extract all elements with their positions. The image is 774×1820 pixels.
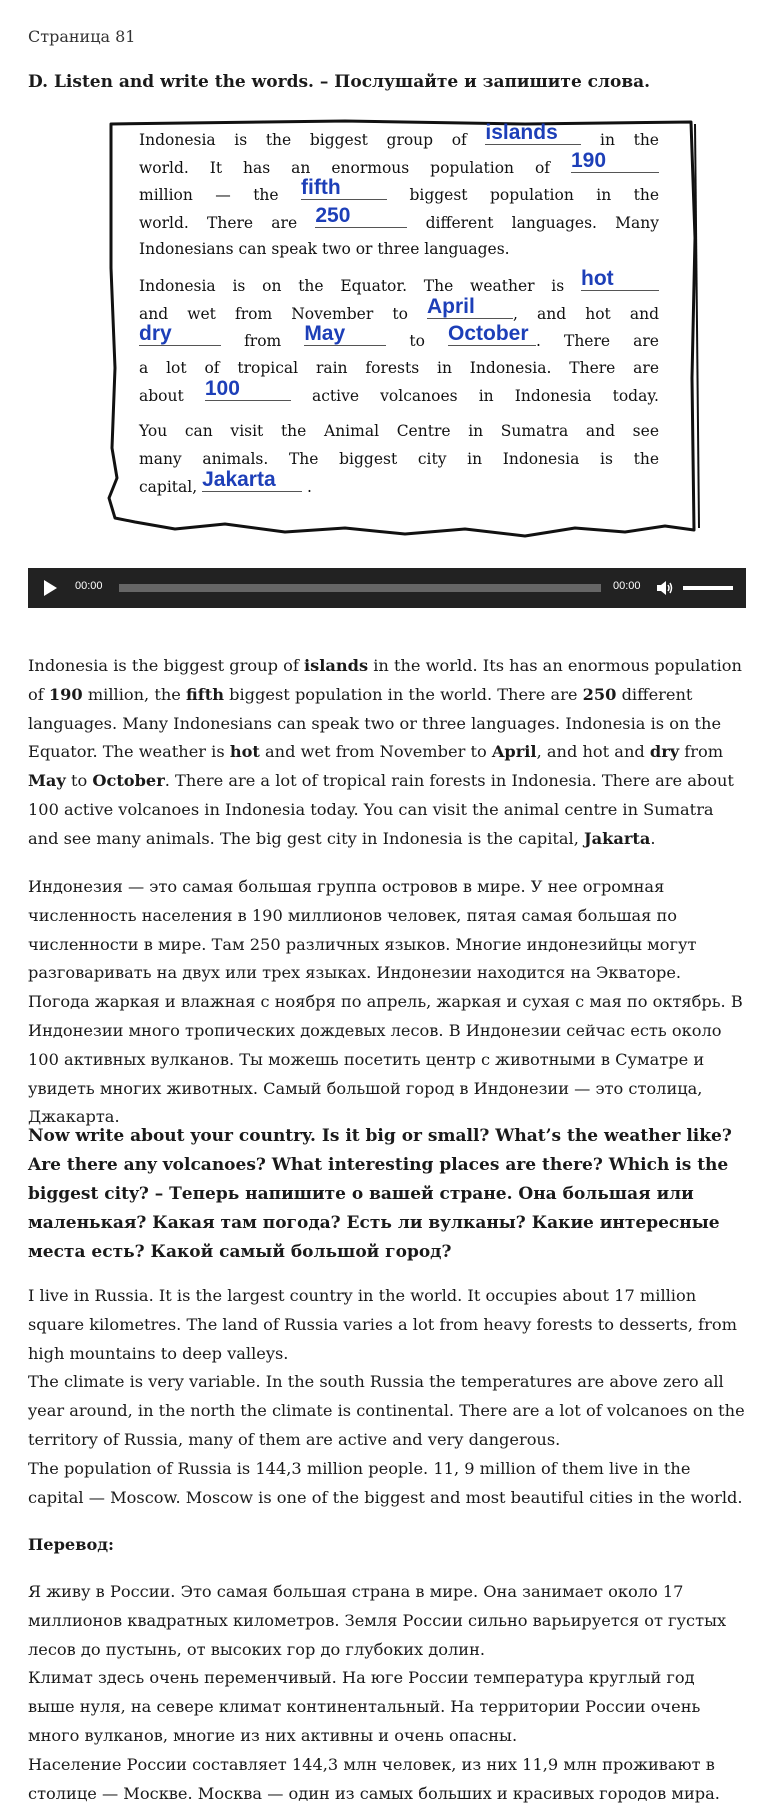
ws-text: world. There are (139, 213, 298, 232)
answer-250: 250 (315, 203, 351, 227)
ws-text: capital, (139, 478, 198, 497)
answer-blank (301, 176, 387, 200)
text: Indonesia is the biggest group of (28, 656, 304, 675)
ws-text: . (307, 478, 312, 497)
answer-blank (581, 266, 659, 291)
ws-text: million — the (139, 186, 279, 205)
text: different languages. Many Indonesians can speak two or three languages. Indonesia is on the Equator. The weather is (28, 684, 722, 762)
answer-fifth: fifth (301, 176, 341, 200)
answer-paragraph: The climate is very variable. In the south Russia the temperatures are above zero all year around, in the north the climate is continental. There are a lot of volcanoes on the territory of Russia, many of them are active and very dangerous. (28, 1372, 745, 1449)
ws-text: You can visit the Animal Centre in Sumatra and see (139, 421, 659, 440)
answer-paragraph: Население России составляет 144,3 млн человек, из них 11,9 млн проживают в столице — Москве. Москва — один из самых больших и красивых городов мира. (28, 1754, 720, 1803)
ws-text: biggest population in the (409, 186, 659, 205)
bold-word: 250 (582, 684, 617, 704)
duration: 00:00 (613, 580, 641, 592)
ws-text: Indonesians can speak two or three languages. (139, 240, 510, 259)
ws-text: Indonesia is the biggest group of (139, 131, 467, 149)
ws-text: Indonesia is on the Equator. The weather is (139, 276, 565, 295)
page-label: Страница 81 (28, 27, 136, 46)
answer-blank (448, 322, 536, 346)
answer-blank (202, 468, 302, 492)
worksheet-image (105, 118, 701, 538)
task-title: D. Listen and write the words. – Послушайте и запишите слова. (28, 72, 651, 92)
writing-task: Now write about your country. Is it big or small? What’s the weather like? Are there any volcanoes? What interesting places are there? Which is the biggest city? – Теперь напишите о вашей стране. Она большая или маленькая? Какая там погода? Есть ли вулканы? Какие интересные места есть? Какой самый большой город? (28, 1126, 732, 1262)
answer-paragraph: I live in Russia. It is the largest country in the world. It occupies about 17 million square kilometres. The land of Russia varies a lot from heavy forests to desserts, from high mountains to deep valleys. (28, 1286, 737, 1363)
answer-paragraph: Климат здесь очень переменчивый. На юге России температура круглый год выше нуля, на севере климат континентальный. На территории России очень много вулканов, многие из них активны и очень опасны. (28, 1668, 701, 1745)
play-icon[interactable] (44, 580, 57, 596)
answer-blank (315, 203, 407, 228)
text: to (65, 771, 93, 791)
bold-word: Jakarta (584, 828, 651, 848)
text: . (650, 828, 656, 848)
bold-word: dry (649, 742, 680, 762)
answer-hot: hot (581, 266, 614, 290)
answer-blank (204, 377, 291, 401)
bold-word: May (28, 771, 66, 791)
bold-word: 190 (48, 684, 83, 704)
worksheet-text (139, 121, 660, 501)
text: million, the (82, 684, 187, 704)
bold-word: October (92, 771, 165, 791)
text: in the world. Its has an enormous population of (28, 656, 742, 704)
ws-text: world. It has an enormous population of (139, 158, 551, 177)
volume-icon[interactable] (655, 579, 673, 597)
answer-blank (571, 148, 659, 173)
ws-text: in the (600, 131, 659, 149)
answer-jakarta: Jakarta (202, 468, 276, 492)
answer-blank (304, 322, 386, 346)
answer-ru (28, 1578, 746, 1808)
ws-text: , and hot and (513, 304, 659, 323)
ws-text: about (139, 387, 184, 406)
answer-october: October (448, 322, 529, 346)
answer-blank (427, 294, 513, 319)
answer-blank (485, 121, 581, 145)
progress-track[interactable] (119, 584, 601, 592)
answer-100: 100 (204, 377, 240, 401)
text: , and hot and (536, 742, 650, 762)
ws-text: and wet from November to (139, 304, 408, 323)
text: and wet from November to (259, 742, 492, 762)
bold-word: islands (303, 656, 369, 675)
answer-paragraph: Я живу в России. Это самая большая страна в мире. Она занимает около 17 миллионов квадратных километров. Земля России сильно варьируется от густых лесов до пустынь, от высоких гор до глубоких долин. (28, 1582, 727, 1659)
ws-text: from (244, 332, 282, 351)
bold-word: hot (229, 742, 260, 762)
bold-word: April (491, 742, 537, 762)
ws-text: many animals. The biggest city in Indonesia is the (139, 449, 659, 468)
answer-blank (139, 322, 221, 346)
answer-en (28, 1282, 746, 1512)
translation-label: Перевод: (28, 1535, 115, 1554)
answer-dry: dry (139, 322, 172, 346)
ws-text: . There are (536, 332, 659, 351)
text: . There are a lot of tropical rain forests in Indonesia. There are about 100 active volcanoes in Indonesia today. You can visit the animal centre in Sumatra and see many animals. The big gest city in Indonesia is the capital, (28, 771, 734, 848)
audio-player (28, 568, 746, 608)
text-ru: Индонезия — это самая большая группа островов в мире. У нее огромная численность населения в 190 миллионов человек, пятая самая большая по численности в мире. Там 250 различных языков. Многие индонезийцы могут разговаривать на двух или трех языках. Индонезии находится на Экваторе. Погода жаркая и влажная с ноября по апрель, жаркая и сухая с мая по октябрь. В Индонезии много тропических дождевых лесов. В Индонезии сейчас есть около 100 активных вулканов. Ты можешь посетить центр с животными в Суматре и увидеть многих животных. Самый большой город в Индонезии — это столица, Джакарта. (28, 877, 743, 1127)
ws-text: a lot of tropical rain forests in Indonesia. There are (139, 358, 659, 377)
ws-text: to (409, 332, 425, 351)
bold-word: fifth (186, 684, 224, 704)
answer-paragraph: The population of Russia is 144,3 million people. 11, 9 million of them live in the capital — Moscow. Moscow is one of the biggest and most beautiful cities in the world. (28, 1458, 743, 1507)
answer-190: 190 (571, 148, 607, 172)
ws-text: different languages. Many (425, 213, 660, 232)
volume-slider[interactable] (683, 586, 733, 590)
text: biggest population in the world. There are (224, 684, 583, 704)
current-time: 00:00 (75, 580, 103, 592)
answer-islands: islands (485, 121, 558, 144)
text: from (679, 742, 724, 762)
ws-text: active volcanoes in Indonesia today. (312, 387, 659, 406)
answer-may: May (304, 322, 346, 346)
text-en (28, 652, 746, 854)
answer-april: April (427, 294, 475, 318)
